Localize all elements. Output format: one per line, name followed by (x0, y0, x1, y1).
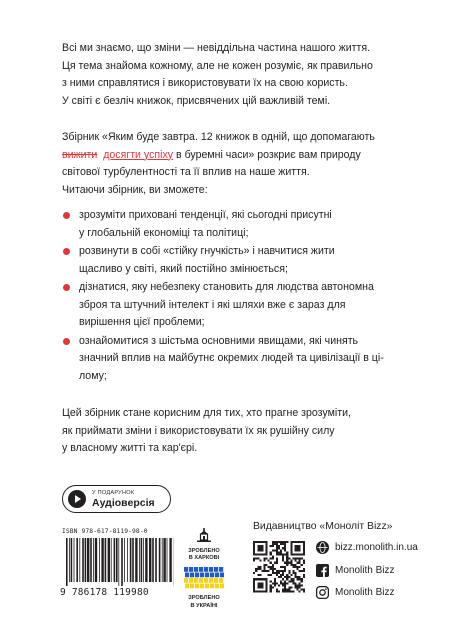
landmark-icon (196, 528, 212, 543)
badge-caption: ЗРОБЛЕНО (188, 548, 220, 554)
website-link[interactable] (316, 541, 418, 554)
facebook-text: Monolith Bizz (335, 565, 395, 576)
badge-caption: ЗРОБЛЕНО (188, 595, 220, 601)
intro-line: У світі є безліч книжок, присвячених цій важливій темі. (62, 94, 331, 107)
list-item-line: ознайомитися з шістьма основними явищами, які чинять (79, 334, 359, 347)
list-item (62, 279, 422, 332)
list-item-line: значний вплив на майбутнє окремих людей та цивілізації в ці- (79, 352, 384, 364)
audio-badge-title: Аудіоверсія (92, 497, 155, 509)
intro-line: з ними справлятися і використовувати їх на свою користь. (62, 77, 348, 89)
bullet-icon (63, 212, 70, 219)
collection-paragraph (62, 129, 412, 182)
play-icon (68, 490, 86, 508)
ukraine-flag-icon (184, 567, 224, 589)
barcode-digits: 9 786178 119980 (60, 587, 149, 598)
closing-line: Цей збірник стане корисним для тих, хто прагне зрозуміти, (62, 407, 351, 419)
list-item-line: лому; (79, 369, 107, 382)
bullet-icon (63, 338, 70, 345)
list-item (62, 333, 422, 386)
closing-line: у власному житті та кар'єрі. (62, 442, 198, 454)
list-item (62, 207, 422, 242)
list-item-line: дізнатися, яку небезпеку становить для людства автономна (79, 281, 374, 293)
list-item-line: зрозуміти приховані тенденції, які сьогодні присутні (79, 209, 332, 221)
barcode (66, 538, 174, 586)
collection-line: світової турбулентності та її вплив на наше життя. (62, 166, 310, 178)
instagram-link[interactable] (316, 586, 394, 599)
list-item-line: розвинути в собі «стійку гнучкість» і навчитися жити (79, 245, 335, 257)
bullet-icon (63, 284, 70, 291)
badge-caption: В ХАРКОВІ (188, 554, 220, 561)
list-item-line: вирішення цієї проблеми; (79, 316, 205, 328)
facebook-link[interactable] (316, 564, 394, 577)
intro-line: Всі ми знаємо, що зміни — невіддільна частина нашого життя. (62, 42, 371, 54)
list-item-line: щасливо у світі, який постійно змінюється; (79, 262, 288, 275)
collection-line: Збірник «Яким буде завтра. 12 книжок в одній, що допомагають (62, 131, 375, 143)
audio-version-badge (62, 485, 171, 513)
globe-icon (316, 541, 329, 554)
made-in-kharkiv-badge (184, 528, 224, 561)
instagram-icon (316, 586, 329, 599)
made-in-ukraine-badge (184, 567, 224, 609)
benefits-list (62, 207, 422, 386)
list-item (62, 243, 422, 278)
struck-word: вижити (62, 148, 98, 161)
isbn: ISBN 978-617-8119-98-0 (62, 528, 148, 535)
qr-code[interactable] (253, 541, 305, 601)
intro-line: Ця тема знайома кожному, але не кожен розуміє, як правильно (62, 59, 373, 72)
closing-paragraph (62, 405, 412, 458)
website-text: bizz.monolith.in.ua (335, 542, 418, 553)
collection-line-end: в буремні часи» розкриє вам природу (173, 148, 361, 161)
lead-in: Читаючи збірник, ви зможете: (62, 184, 208, 196)
inserted-phrase: досягти успіху (103, 148, 174, 161)
collection-line (62, 147, 412, 165)
audio-badge-caption: У ПОДАРУНОК (92, 490, 135, 496)
facebook-icon (316, 564, 329, 577)
badge-caption: В УКРАЇНІ (190, 602, 218, 609)
intro-paragraph (62, 40, 412, 110)
instagram-text: Monolith Bizz (335, 587, 395, 598)
bullet-icon (63, 248, 70, 255)
list-item-line: зброя та штучний інтелект і які шляхи вже є зараз для (79, 298, 346, 311)
publisher-name: Видавництво «Моноліт Bizz» (253, 521, 393, 532)
list-item-line: у глобальній економіці та політиці; (79, 226, 249, 239)
closing-line: як приймати зміни і використовувати їх як рушійну силу (62, 424, 335, 437)
